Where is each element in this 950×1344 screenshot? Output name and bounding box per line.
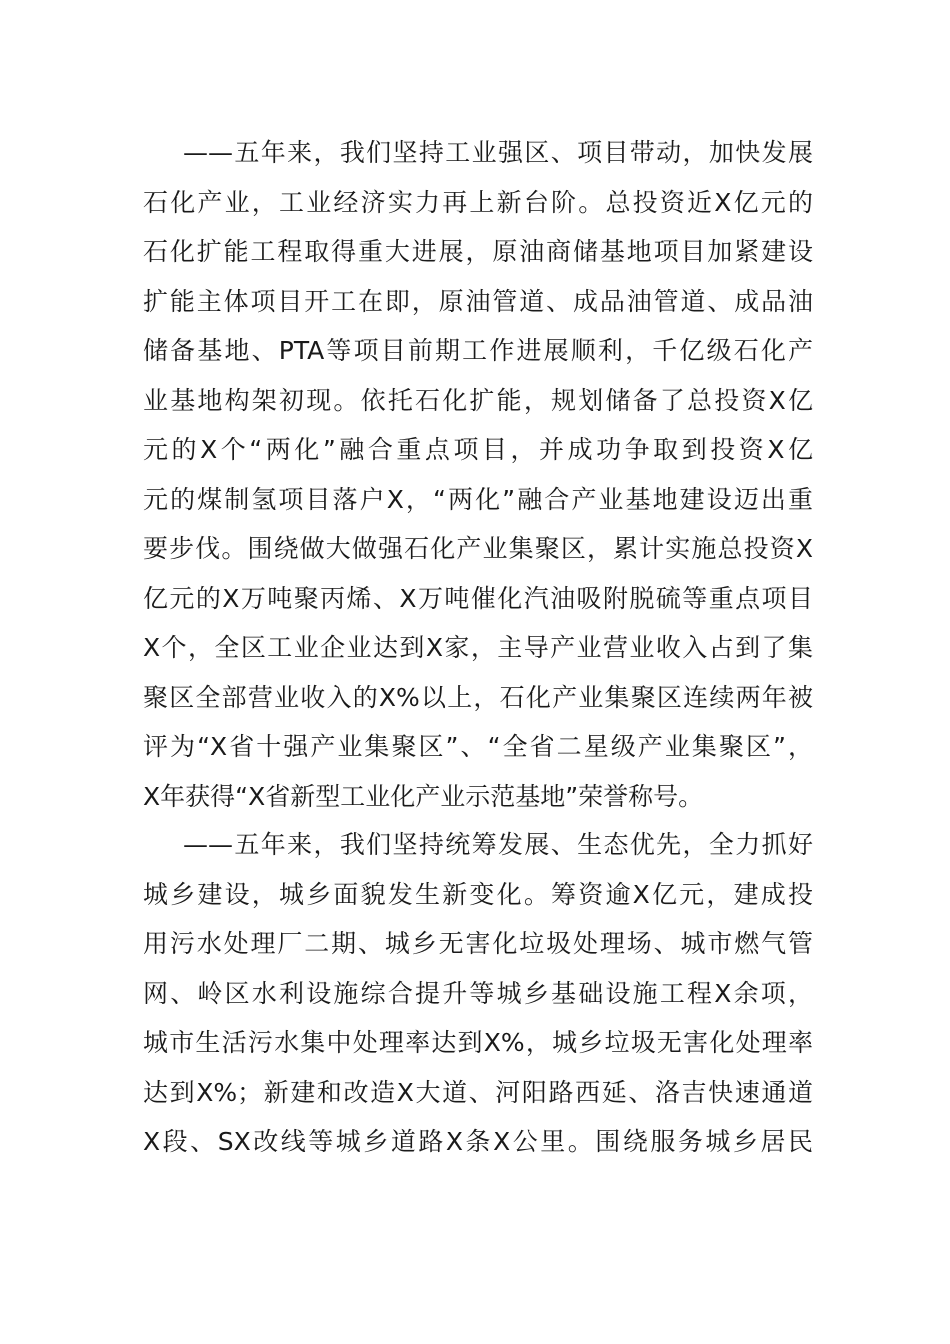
paragraph-line: 元的煤制氢项目落户X，“两化”融合产业基地建设迈出重 (143, 484, 813, 514)
paragraph-urban-rural (143, 820, 813, 1167)
paragraph-line: 评为“X省十强产业集聚区”、“全省二星级产业集聚区”， (143, 732, 813, 761)
paragraph-line: 亿元的X万吨聚丙烯、X万吨催化汽油吸附脱硫等重点项目 (143, 583, 813, 613)
paragraph-line: 网、岭区水利设施综合提升等城乡基础设施工程X余项， (143, 978, 813, 1008)
paragraph-line: 达到X%；新建和改造X大道、河阳路西延、洛吉快速通道 (143, 1077, 813, 1107)
paragraph-line: 扩能主体项目开工在即，原油管道、成品油管道、成品油 (143, 286, 813, 316)
paragraph-line: X段、SX改线等城乡道路X条X公里。围绕服务城乡居民 (143, 1127, 813, 1156)
paragraph-line: 城市生活污水集中处理率达到X%，城乡垃圾无害化处理率 (143, 1028, 813, 1057)
paragraph-line: X个，全区工业企业达到X家，主导产业营业收入占到了集 (143, 633, 813, 662)
paragraph-line: 城乡建设，城乡面貌发生新变化。筹资逾X亿元，建成投 (143, 879, 813, 909)
paragraph-line: 石化扩能工程取得重大进展，原油商储基地项目加紧建设 (143, 237, 813, 266)
paragraph-line: X年获得“X省新型工业化产业示范基地”荣誉称号。 (143, 781, 704, 811)
paragraph-industry (143, 128, 813, 821)
paragraph-line: 要步伐。围绕做大做强石化产业集聚区，累计实施总投资X (143, 534, 813, 563)
paragraph-line: 用污水处理厂二期、城乡无害化垃圾处理场、城市燃气管 (143, 929, 813, 958)
paragraph-line: 业基地构架初现。依托石化扩能，规划储备了总投资X亿 (143, 385, 813, 415)
paragraph-line: 元的X个“两化”融合重点项目，并成功争取到投资X亿 (143, 435, 813, 464)
paragraph-line: ——五年来，我们坚持工业强区、项目带动，加快发展 (183, 138, 813, 167)
paragraph-line: ——五年来，我们坚持统筹发展、生态优先，全力抓好 (183, 830, 813, 859)
paragraph-line: 储备基地、PTA等项目前期工作进展顺利，千亿级石化产 (143, 336, 813, 365)
paragraph-line: 石化产业，工业经济实力再上新台阶。总投资近X亿元的 (143, 187, 813, 217)
paragraph-line: 聚区全部营业收入的X%以上，石化产业集聚区连续两年被 (143, 682, 813, 712)
